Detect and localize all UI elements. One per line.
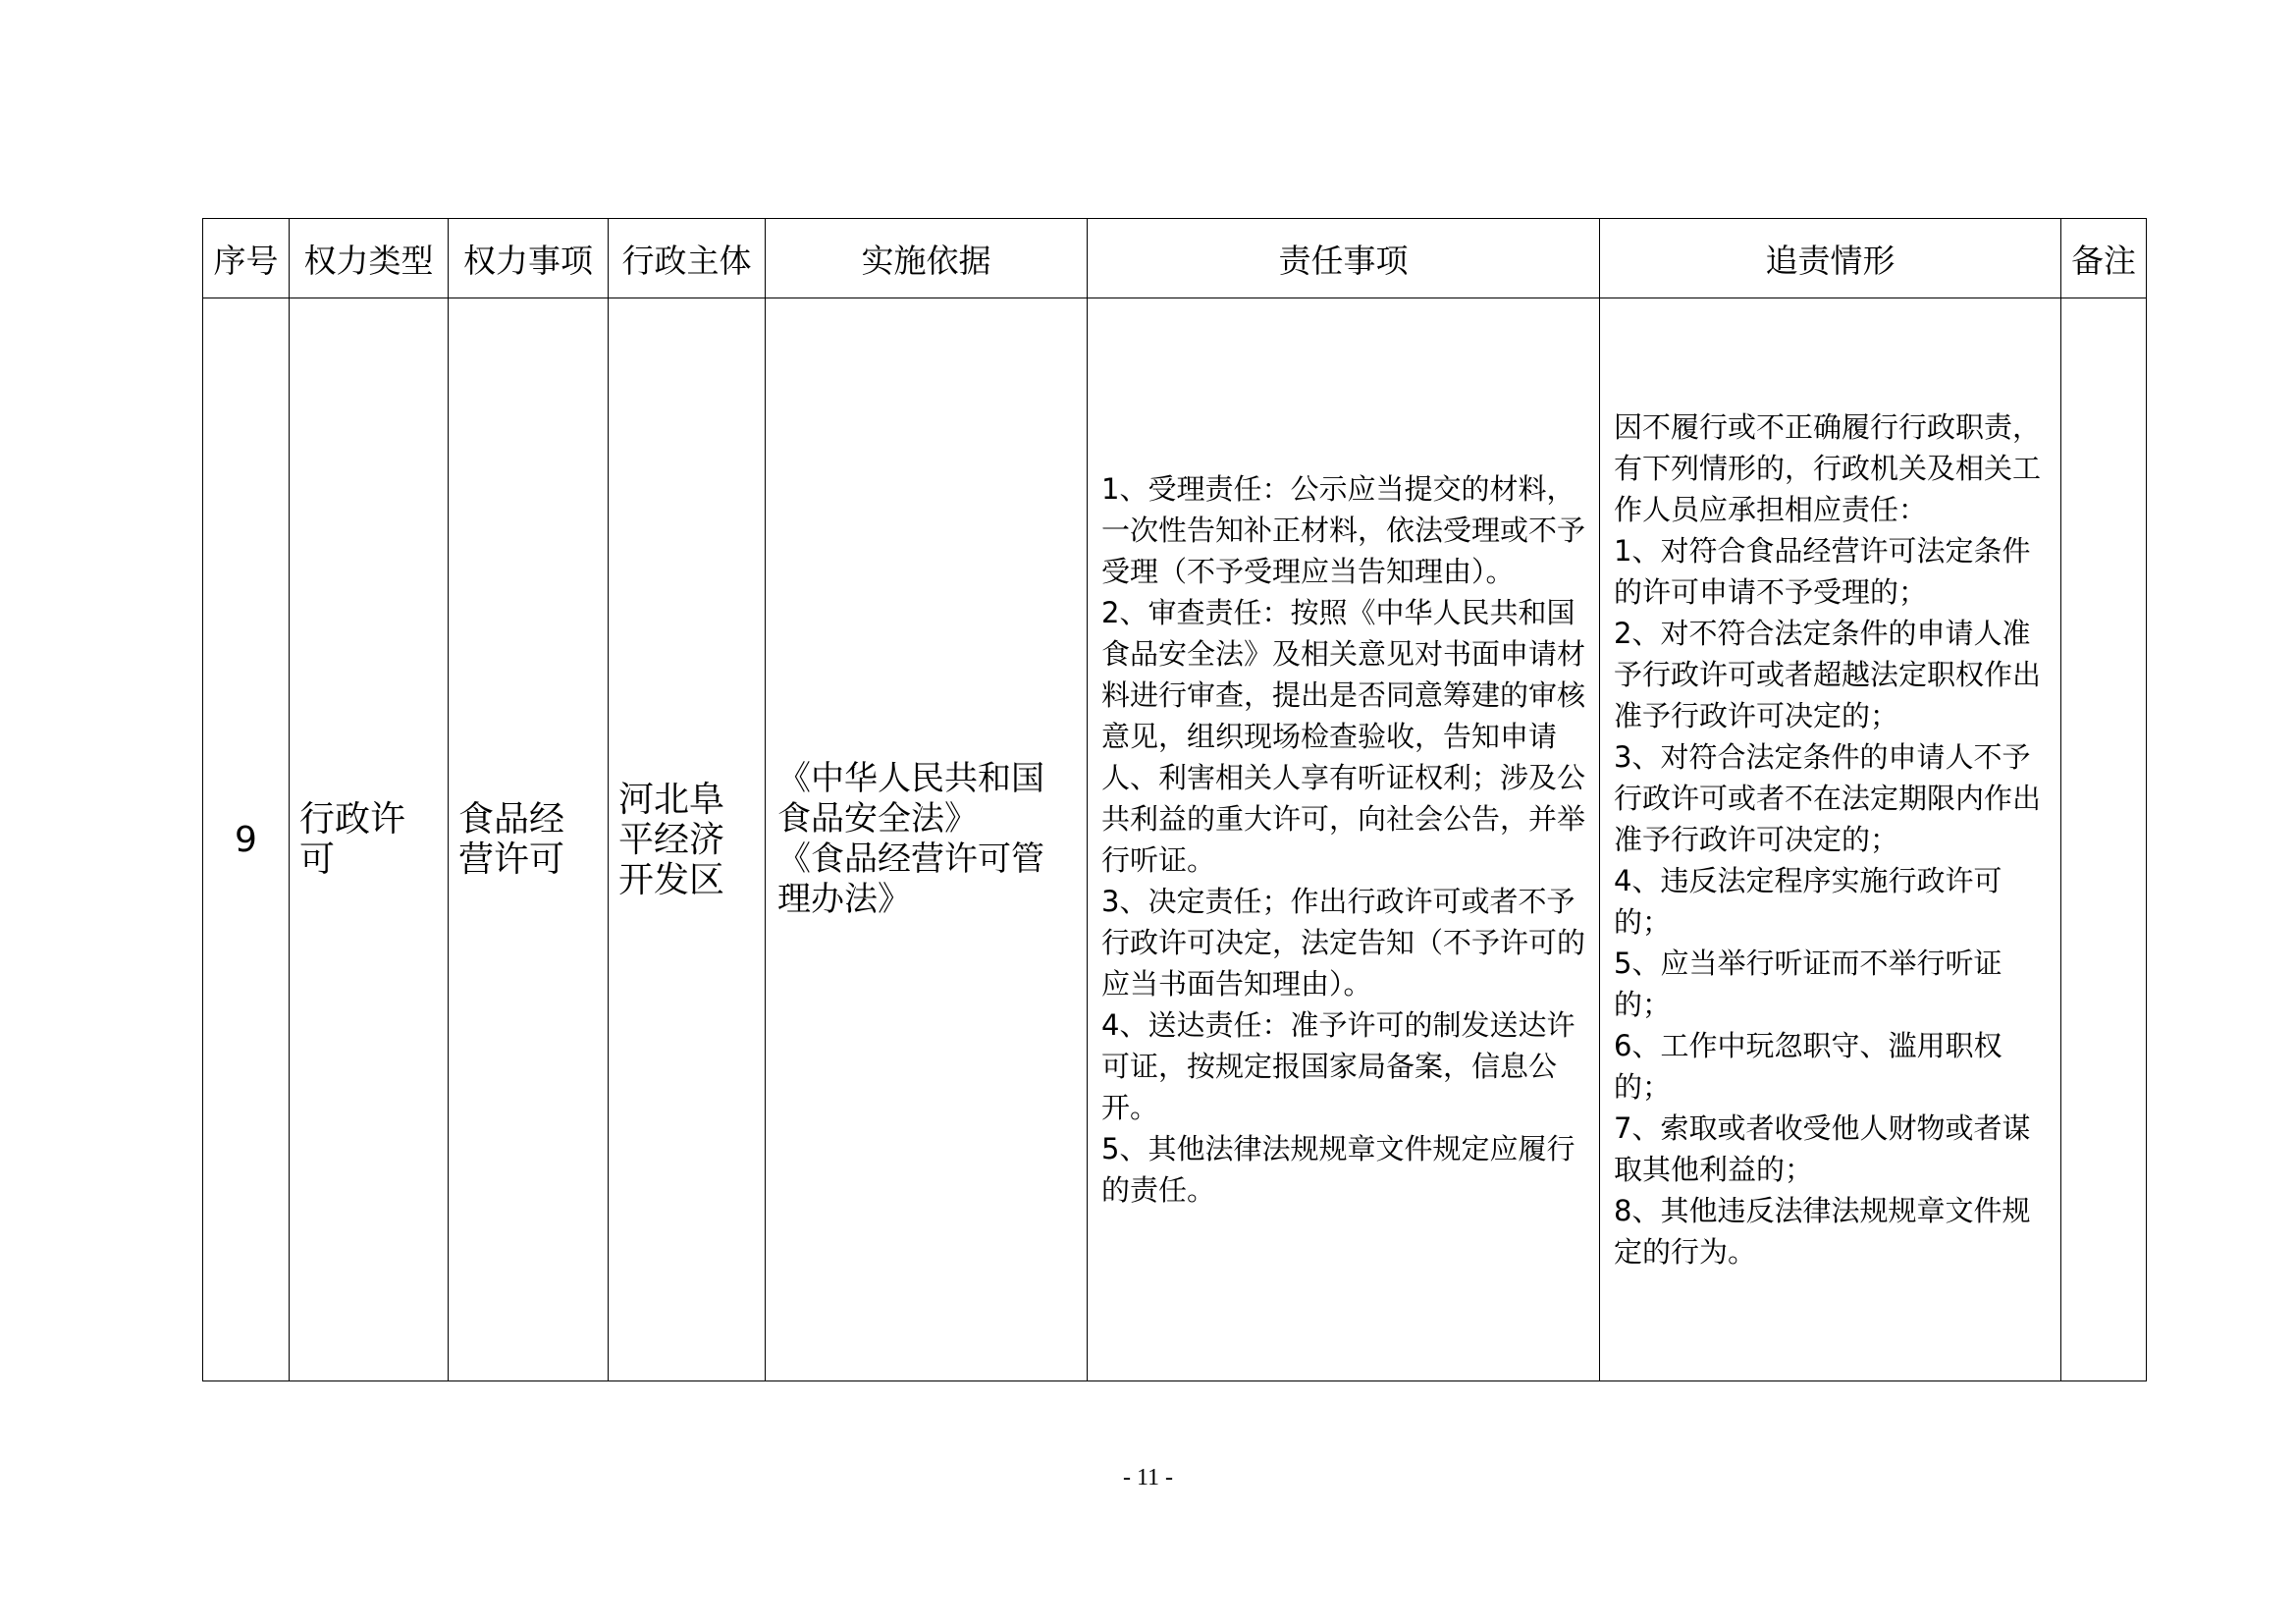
legal-basis-food-business-license-measures: 《食品经营许可管理办法》	[777, 839, 1044, 919]
row-legal-basis	[766, 298, 1088, 1381]
responsibility-item: 1、受理责任：公示应当提交的材料，一次性告知补正材料，依法受理或不予受理（不予受理应当告知理由）。	[1101, 472, 1586, 588]
header-administrative-body: 行政主体	[609, 219, 766, 298]
header-accountability: 追责情形	[1600, 219, 2061, 298]
table-header-row	[203, 219, 2147, 298]
row-number: 9	[203, 298, 290, 1381]
accountability-item: 4、违反法定程序实施行政许可的；	[1614, 864, 2002, 939]
accountability-item: 6、工作中玩忽职守、滥用职权的；	[1614, 1029, 2002, 1104]
row-accountability	[1600, 298, 2061, 1381]
responsibility-item: 2、审查责任：按照《中华人民共和国食品安全法》及相关意见对书面申请材料进行审查，提出是否同意筹建的审核意见，组织现场检查验收，告知申请人、利害相关人享有听证权利；涉及公共利益的重大许可，向社会公告，并举行听证。	[1101, 596, 1586, 877]
row-power-item: 食品经营许可	[449, 298, 609, 1381]
accountability-item: 5、应当举行听证而不举行听证的；	[1614, 947, 2002, 1021]
header-responsibilities: 责任事项	[1088, 219, 1600, 298]
row-power-type: 行政许可	[290, 298, 449, 1381]
responsibility-item: 5、其他法律法规规章文件规定应履行的责任。	[1101, 1132, 1575, 1207]
header-power-item: 权力事项	[449, 219, 609, 298]
responsibility-item: 4、送达责任：准予许可的制发送达许可证，按规定报国家局备案，信息公开。	[1101, 1008, 1575, 1124]
row-responsibilities	[1088, 298, 1600, 1381]
accountability-item: 8、其他违反法律法规规章文件规定的行为。	[1614, 1194, 2031, 1269]
row-administrative-body: 河北阜平经济开发区	[609, 298, 766, 1381]
power-list-table	[202, 218, 2147, 1381]
row-remarks	[2061, 298, 2147, 1381]
accountability-item: 1、对符合食品经营许可法定条件的许可申请不予受理的；	[1614, 534, 2031, 609]
legal-basis-food-safety-law: 《中华人民共和国食品安全法》	[777, 759, 1044, 839]
header-number: 序号	[203, 219, 290, 298]
accountability-item: 2、对不符合法定条件的申请人准予行政许可或者超越法定职权作出准予行政许可决定的；	[1614, 617, 2042, 732]
page-number: - 11 -	[1122, 1465, 1174, 1490]
accountability-intro: 因不履行或不正确履行行政职责，有下列情形的，行政机关及相关工作人员应承担相应责任：	[1614, 410, 2042, 526]
accountability-item: 7、索取或者收受他人财物或者谋取其他利益的；	[1614, 1111, 2031, 1186]
table-row	[203, 298, 2147, 1381]
header-legal-basis: 实施依据	[766, 219, 1088, 298]
responsibility-item: 3、决定责任；作出行政许可或者不予行政许可决定，法定告知（不予许可的应当书面告知理由）。	[1101, 885, 1586, 1001]
accountability-item: 3、对符合法定条件的申请人不予行政许可或者不在法定期限内作出准予行政许可决定的；	[1614, 740, 2042, 856]
header-power-type: 权力类型	[290, 219, 449, 298]
header-remarks: 备注	[2061, 219, 2147, 298]
